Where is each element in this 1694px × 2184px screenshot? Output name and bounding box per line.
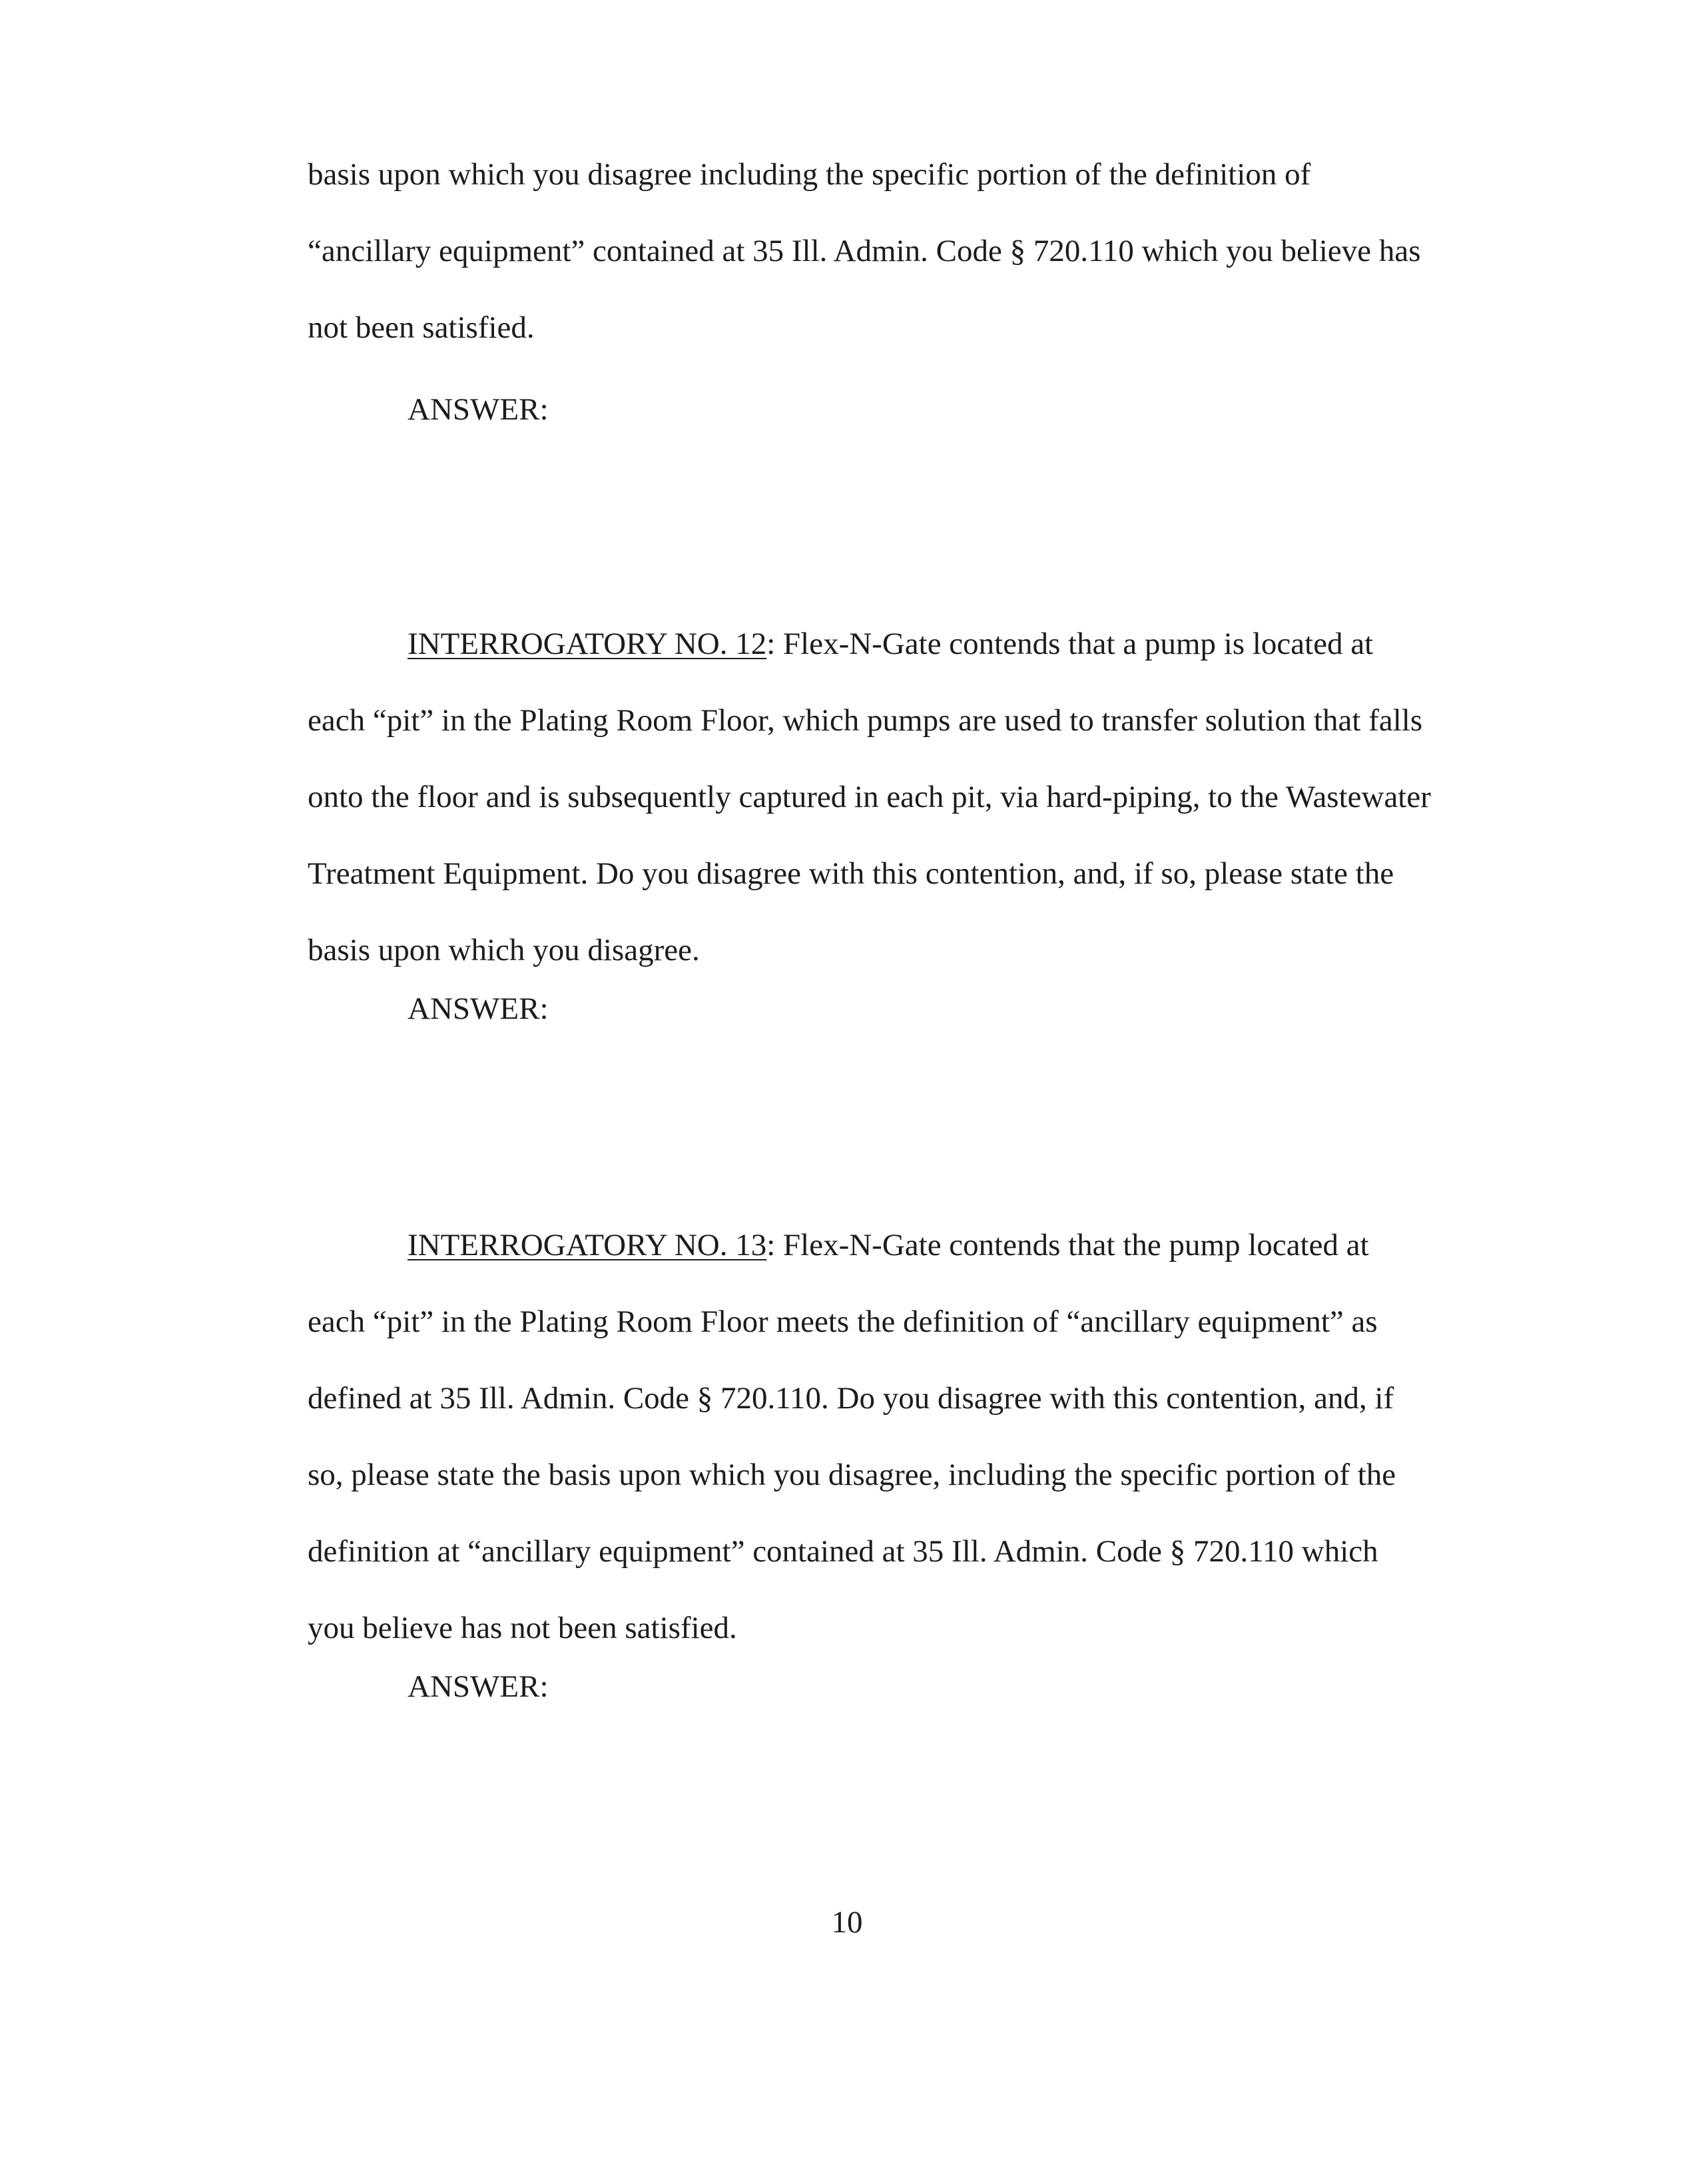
answer-label-13: ANSWER: — [408, 1669, 549, 1704]
interrogatory-13-first-line — [308, 1207, 1506, 1284]
interrogatory-13-line-2: each “pit” in the Plating Room Floor meets the definition of “ancillary equipment” as — [308, 1304, 1378, 1339]
answer-label-12: ANSWER: — [408, 991, 549, 1026]
interrogatory-13-line-3: defined at 35 Ill. Admin. Code § 720.110. Do you disagree with this contention, and, if — [308, 1381, 1394, 1416]
interrogatory-12-paragraph — [308, 606, 1506, 989]
interrogatory-12-line-5: basis upon which you disagree. — [308, 933, 700, 967]
interrogatory-13-first-line-text: : Flex-N-Gate contends that the pump located at — [766, 1228, 1369, 1262]
interrogatory-13-line-5: definition at “ancillary equipment” contained at 35 Ill. Admin. Code § 720.110 which — [308, 1534, 1378, 1569]
interrogatory-12-line-3: onto the floor and is subsequently captured in each pit, via hard-piping, to the Wastewater — [308, 780, 1431, 814]
interrogatory-12-first-line — [308, 606, 1506, 682]
interrogatory-12-line-2: each “pit” in the Plating Room Floor, which pumps are used to transfer solution that falls — [308, 703, 1423, 738]
continuation-line-3: not been satisfied. — [308, 310, 535, 345]
interrogatory-12-first-line-text: : Flex-N-Gate contends that a pump is located at — [766, 627, 1374, 661]
interrogatory-12-line-4: Treatment Equipment. Do you disagree with this contention, and, if so, please state the — [308, 856, 1394, 891]
interrogatory-13-line-6: you believe has not been satisfied. — [308, 1611, 737, 1645]
continuation-line-2: “ancillary equipment” contained at 35 Ill. Admin. Code § 720.110 which you believe has — [308, 234, 1421, 268]
page-number: 10 — [831, 1905, 863, 1940]
continuation-line-1: basis upon which you disagree including the specific portion of the definition of — [308, 157, 1311, 192]
answer-label-continuation: ANSWER: — [408, 392, 549, 427]
continuation-paragraph — [308, 136, 1506, 366]
interrogatory-13-heading: INTERROGATORY NO. 13 — [408, 1228, 767, 1262]
interrogatory-13-paragraph — [308, 1207, 1506, 1667]
interrogatory-12-heading: INTERROGATORY NO. 12 — [408, 627, 767, 661]
interrogatory-13-line-4: so, please state the basis upon which you disagree, including the specific portion of the — [308, 1458, 1396, 1492]
